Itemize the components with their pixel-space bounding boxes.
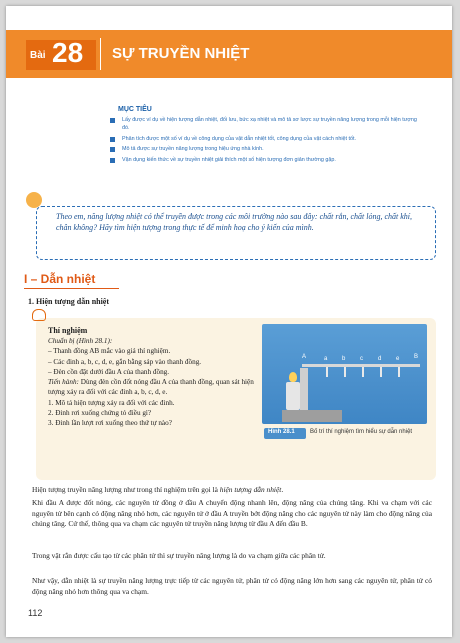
figure-caption: Bố trí thí nghiệm tìm hiểu sự dẫn nhiệt [310,429,413,435]
goal-item: Phân tích được một số ví dụ về công dụng của vật dẫn nhiệt tốt, công dụng của vật cách nhiệt tốt. [110,135,422,143]
paragraph: Khi đầu A được đốt nóng, các nguyên tử đồng ở đầu A chuyển động nhanh lên, động năng của chúng tăng. Khi va chạm với các nguyên tử bên cạnh có động năng nhỏ hơn, các nguyên tử ở đầu A truyền bớt động năng cho các nguyên tử này làm cho động năng của chúng tăng. Cứ thế, thông qua va chạm các nguyên tử truyền năng lượng từ đầu A đến đầu B. [32,498,432,529]
rod-label-B: B [414,354,419,360]
textbook-page [6,6,452,637]
stand-base [282,410,342,422]
page-number: 112 [28,608,43,618]
lesson-title: SỰ TRUYỀN NHIỆT [112,45,250,62]
bullet-square-icon [110,118,115,123]
pin-label-e: e [396,356,400,362]
lesson-number: 28 [52,37,84,68]
opening-question: Theo em, năng lượng nhiệt có thể truyền được trong các môi trường nào sau đây: chất rắn, chất lỏng, chất khí, chân không? Hãy tìm hiện tượng trong thực tế để minh hoạ cho ý kiến của mình. [56,212,412,232]
paragraph: Trong vật rắn được cấu tạo từ các phân tử thì sự truyền năng lượng là do va chạm giữa các phân tử. [32,551,326,560]
bullet-square-icon [110,147,115,152]
lesson-word: Bài [30,50,46,61]
goal-item: Mô tả được sự truyền năng lượng trong hiệu ứng nhà kính. [110,145,422,153]
paragraph: Như vậy, dẫn nhiệt là sự truyền năng lượng trực tiếp từ các nguyên tử, phân tử có động năng lớn hơn sang các nguyên tử, phân tử có động năng nhỏ hơn thông qua va chạm. [32,576,432,596]
flame-icon [289,372,297,382]
rod-label-A: A [302,354,307,360]
pin-b [344,367,346,377]
subsection-title: 1. Hiện tượng dẫn nhiệt [28,297,110,306]
experiment-question: 2. Đinh rơi xuống chứng tỏ điều gì? [48,409,152,418]
goal-item: Lấy được ví dụ về hiện tượng dẫn nhiệt, đối lưu, bức xạ nhiệt và mô tả sơ lược sự truyền năng lượng trong mỗi hiện tượng đó. [110,116,422,133]
prep-label: Chuẩn bị (Hình 28.1): [48,337,113,345]
section-title: I – Dẫn nhiệt [24,272,96,286]
procedure [48,377,256,398]
pin-d [380,367,382,377]
pin-c [362,367,364,377]
hand-icon [32,309,46,321]
section-underline [24,288,119,289]
experiment-question: 3. Đinh lần lượt rơi xuống theo thứ tự nào? [48,419,172,428]
goal-item: Vận dụng kiến thức về sự truyền nhiệt giải thích một số hiện tượng đơn giản thường gặp. [110,156,422,164]
prep-item: – Đèn cồn đặt dưới đầu A của thanh đồng. [48,367,170,376]
pin-label-b: b [342,356,346,362]
goals-heading: MỤC TIÊU [118,106,152,113]
pin-label-c: c [360,356,363,362]
stand [300,368,308,414]
procedure-text: Dùng đèn cồn đốt nóng đầu A của thanh đồng, quan sát hiện tượng xảy ra đối với các đinh a, b, c, d, e. [48,378,254,397]
alcohol-burner [286,382,300,410]
pin-a [326,367,328,377]
goals-list [110,116,422,166]
copper-rod [302,364,420,367]
prep-item: – Thanh đồng AB mắc vào giá thí nghiệm. [48,347,171,356]
pin-label-d: d [378,356,382,362]
bullet-square-icon [110,158,115,163]
experiment-photo [262,324,427,424]
banner-divider [100,38,101,70]
figure-badge: Hình 28.1 [264,428,306,439]
procedure-label: Tiến hành: [48,378,79,387]
lesson-banner [6,30,452,78]
prep-item: – Các đinh a, b, c, d, e, gắn bằng sáp vào thanh đồng. [48,357,202,366]
paragraph: Hiện tượng truyền năng lượng như trong thí nghiệm trên gọi là hiện tượng dẫn nhiệt. [32,485,284,494]
pin-e [398,367,400,377]
experiment-heading: Thí nghiệm [48,326,88,335]
experiment-question: 1. Mô tả hiện tượng xảy ra đối với các đinh. [48,398,175,407]
bullet-square-icon [110,137,115,142]
pin-label-a: a [324,356,328,362]
experiment-text [48,336,256,429]
